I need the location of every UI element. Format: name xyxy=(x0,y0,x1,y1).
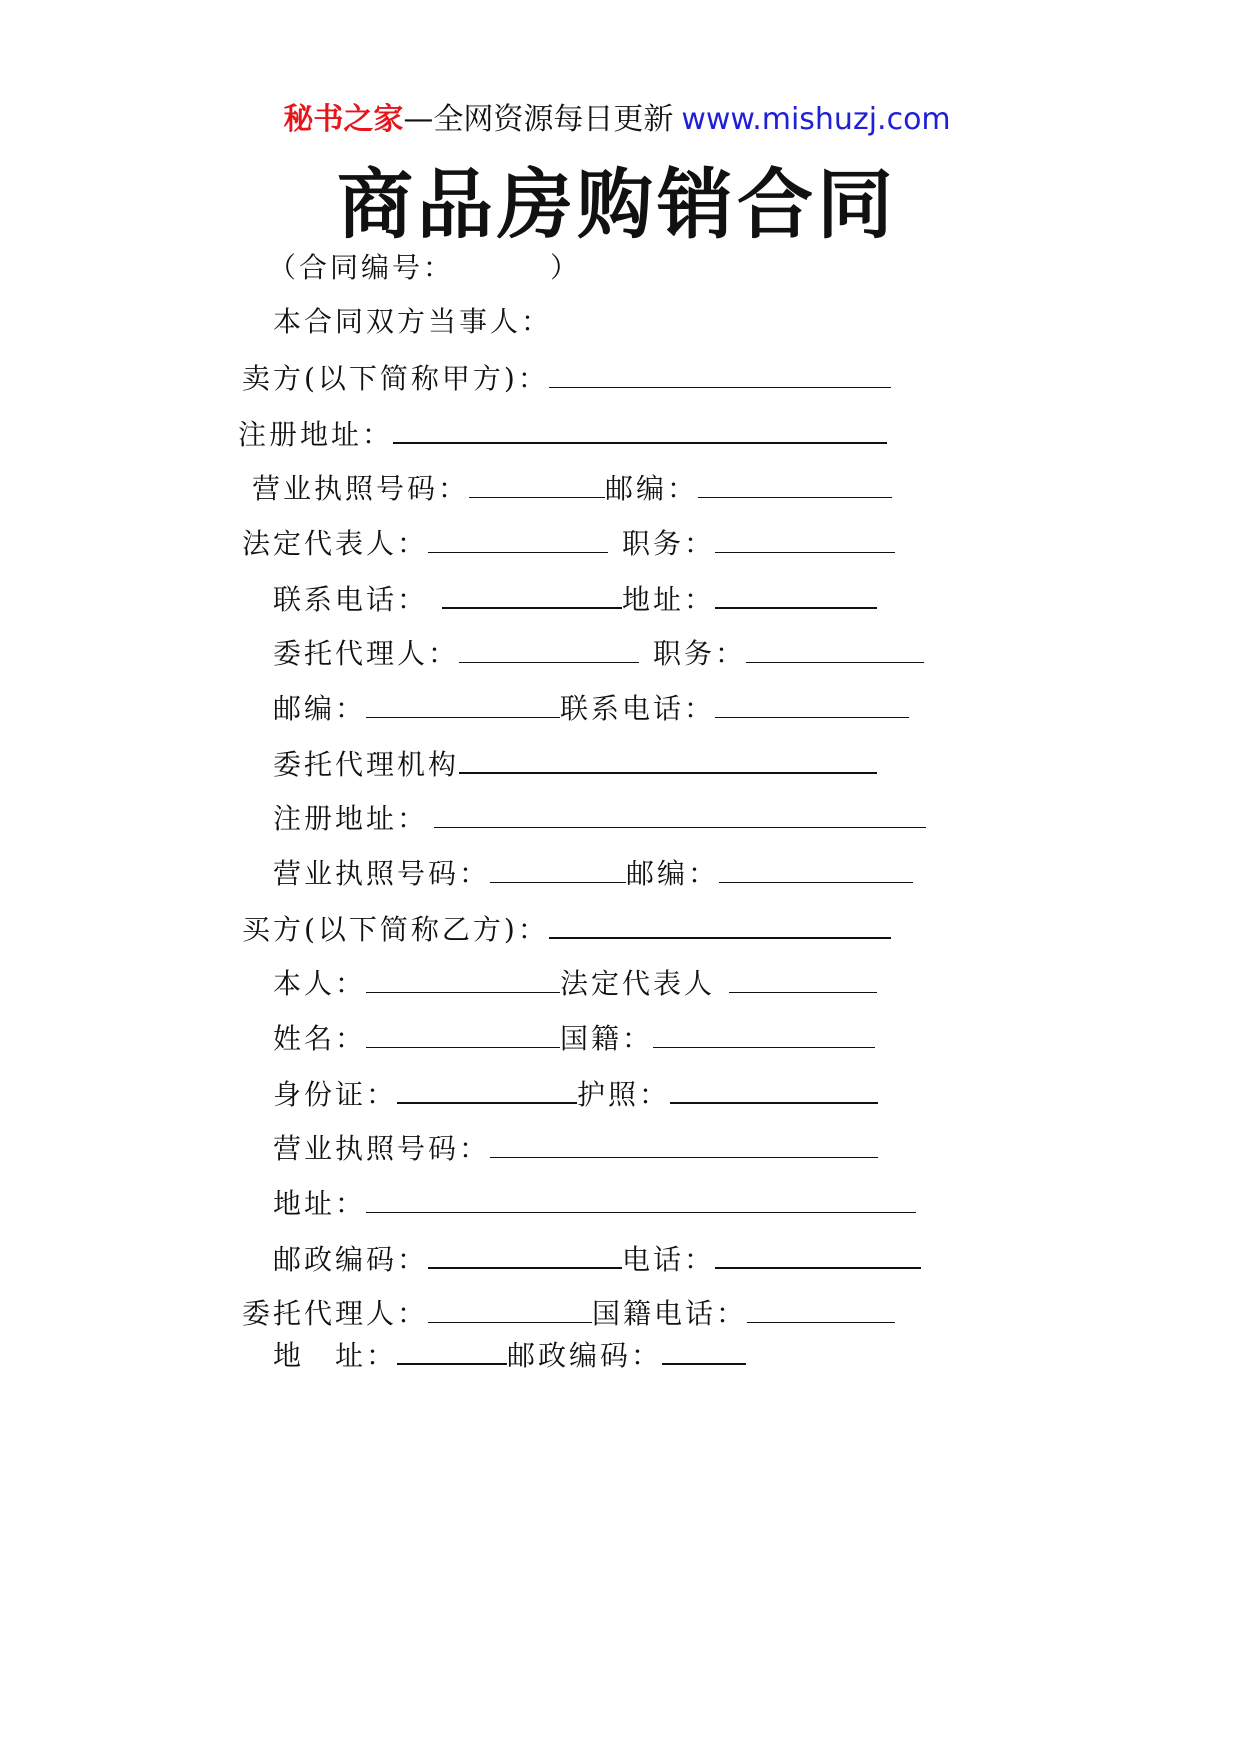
seller-legal-rep-label: 法定代表人： xyxy=(242,527,429,560)
buyer-row xyxy=(242,907,891,947)
seller-reg-address-field[interactable] xyxy=(393,412,887,444)
buyer-id-row xyxy=(273,1072,878,1112)
buyer-nationality-phone-label: 国籍电话： xyxy=(592,1297,748,1330)
seller-agency-address-label: 注册地址： xyxy=(273,802,429,835)
contract-number-row xyxy=(268,248,581,288)
brand-name: 秘书之家 xyxy=(283,102,404,137)
seller-position-label: 职务： xyxy=(622,527,716,560)
seller-agent-phone-label: 联系电话： xyxy=(560,692,716,725)
seller-phone-field[interactable] xyxy=(442,577,622,609)
buyer-phone-label: 电话： xyxy=(622,1243,716,1276)
buyer-self-row xyxy=(273,962,877,1002)
seller-address-field[interactable] xyxy=(715,577,877,609)
seller-agency-license-field[interactable] xyxy=(490,852,626,883)
seller-agent-field[interactable] xyxy=(459,632,639,663)
header-slogan: 全网资源每日更新 xyxy=(433,102,674,137)
buyer-legal-rep-label: 法定代表人 xyxy=(560,967,716,1000)
seller-agent-postcode-field[interactable] xyxy=(366,687,560,718)
seller-row xyxy=(242,357,891,397)
contract-number-label: （合同编号： xyxy=(268,251,455,284)
buyer-passport-label: 护照： xyxy=(577,1078,671,1111)
buyer-agent-address-field[interactable] xyxy=(397,1333,507,1365)
header-dash: — xyxy=(403,102,434,137)
buyer-license-row xyxy=(273,1127,878,1167)
buyer-nationality-phone-field[interactable] xyxy=(747,1292,895,1323)
seller-agency-label: 委托代理机构 xyxy=(273,748,460,781)
buyer-passport-field[interactable] xyxy=(670,1072,878,1104)
seller-agency-postcode-field[interactable] xyxy=(719,852,913,883)
seller-agency-address-field[interactable] xyxy=(434,797,926,828)
seller-license-label: 营业执照号码： xyxy=(252,472,470,505)
buyer-name-row xyxy=(273,1017,875,1057)
buyer-legal-rep-field[interactable] xyxy=(729,962,877,993)
seller-agent-position-label: 职务： xyxy=(653,637,747,670)
seller-agent-position-field[interactable] xyxy=(746,632,924,663)
buyer-license-field[interactable] xyxy=(490,1127,878,1158)
seller-name-field[interactable] xyxy=(549,357,891,388)
seller-legal-rep-row xyxy=(242,522,895,562)
seller-license-field[interactable] xyxy=(469,467,605,498)
buyer-address-row xyxy=(273,1182,916,1222)
seller-agency-license-row xyxy=(273,852,913,892)
seller-phone-label: 联系电话： xyxy=(273,583,429,616)
seller-agency-address-row xyxy=(273,797,926,837)
seller-agent-contact-row xyxy=(273,687,909,727)
seller-license-row xyxy=(252,467,892,507)
buyer-phone-field[interactable] xyxy=(715,1237,921,1269)
buyer-license-label: 营业执照号码： xyxy=(273,1132,491,1165)
buyer-agent-address-label: 地 址： xyxy=(273,1339,398,1372)
buyer-agent-address-row xyxy=(273,1333,746,1373)
buyer-label: 买方(以下简称乙方)： xyxy=(242,913,549,946)
parties-heading xyxy=(273,302,552,342)
document-title: 商品房购销合同 xyxy=(337,160,897,249)
site-url-link[interactable]: www.mishuzj.com xyxy=(681,102,951,137)
seller-agent-row xyxy=(273,632,924,672)
buyer-postal-row xyxy=(273,1237,921,1277)
buyer-nationality-field[interactable] xyxy=(653,1017,875,1048)
buyer-id-label: 身份证： xyxy=(273,1078,398,1111)
seller-position-field[interactable] xyxy=(715,522,895,553)
seller-label: 卖方(以下简称甲方)： xyxy=(242,362,549,395)
seller-reg-address-label: 注册地址： xyxy=(238,418,394,451)
buyer-postal-field[interactable] xyxy=(428,1237,622,1269)
seller-agency-row xyxy=(273,742,877,782)
buyer-address-field[interactable] xyxy=(366,1182,916,1213)
seller-agency-postcode-label: 邮编： xyxy=(626,857,720,890)
buyer-postal-label: 邮政编码： xyxy=(273,1243,429,1276)
seller-legal-rep-field[interactable] xyxy=(428,522,608,553)
buyer-address-label: 地址： xyxy=(273,1187,367,1220)
buyer-agent-postal-field[interactable] xyxy=(662,1333,746,1365)
parties-heading-text: 本合同双方当事人： xyxy=(273,305,553,338)
buyer-agent-postal-label: 邮政编码： xyxy=(507,1339,663,1372)
seller-postcode-label: 邮编： xyxy=(605,472,699,505)
seller-agent-postcode-label: 邮编： xyxy=(273,692,367,725)
buyer-self-label: 本人： xyxy=(273,967,367,1000)
buyer-nationality-label: 国籍： xyxy=(560,1022,654,1055)
seller-reg-address-row xyxy=(238,412,887,452)
buyer-person-name-label: 姓名： xyxy=(273,1022,367,1055)
seller-agency-license-label: 营业执照号码： xyxy=(273,857,491,890)
contract-number-close: ） xyxy=(550,251,582,284)
seller-phone-row xyxy=(273,577,877,617)
seller-address-label: 地址： xyxy=(622,583,716,616)
seller-agent-label: 委托代理人： xyxy=(273,637,460,670)
buyer-agent-field[interactable] xyxy=(428,1292,592,1323)
seller-agent-phone-field[interactable] xyxy=(715,687,909,718)
site-header xyxy=(0,100,1234,140)
buyer-agent-row xyxy=(242,1292,895,1332)
buyer-name-field[interactable] xyxy=(549,907,891,939)
seller-postcode-field[interactable] xyxy=(698,467,892,498)
buyer-person-name-field[interactable] xyxy=(366,1017,560,1048)
buyer-self-field[interactable] xyxy=(366,962,560,993)
buyer-id-field[interactable] xyxy=(397,1072,577,1104)
seller-agency-field[interactable] xyxy=(459,742,877,774)
buyer-agent-label: 委托代理人： xyxy=(242,1297,429,1330)
